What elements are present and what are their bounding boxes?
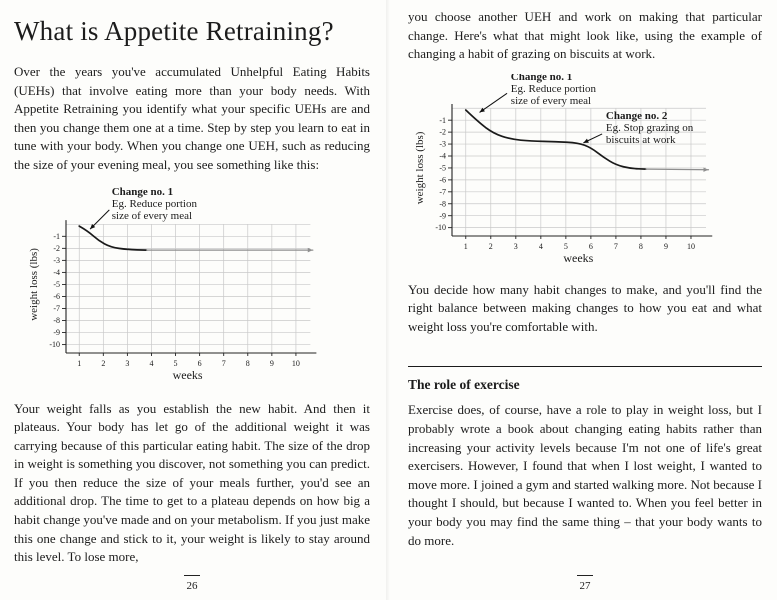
y-axis-label: weight loss (lbs) bbox=[414, 131, 426, 205]
x-tick-label: 6 bbox=[197, 358, 202, 368]
x-tick-label: 7 bbox=[613, 241, 618, 251]
x-tick-label: 3 bbox=[125, 358, 130, 368]
annotation-title: Change no. 2 bbox=[605, 109, 668, 122]
x-tick-label: 9 bbox=[269, 358, 274, 368]
right-after-chart-paragraph: You decide how many habit changes to make, and you'll find the right balance between making changes to how you eat and what weight loss you're comfortable with. bbox=[408, 281, 762, 334]
x-tick-label: 1 bbox=[463, 241, 468, 251]
annotation-text: Eg. Reduce portion bbox=[510, 82, 597, 95]
chart-annotation bbox=[583, 110, 693, 146]
left-body-paragraph: Your weight falls as you establish the new habit. And then it plateaus. Your body has let go of the additional weight it was carrying because of this particular eating habit. The size of the drop in weight is something you discover, not something you can predict. If you then reduce the size of your meals further, you'd see an additional drop. The time to get to a plateau depends on how big a habit change you've made and on your metabolism. If you just make this one change and stick to it, your weight is likely to stay around this level. To lose more, bbox=[14, 400, 370, 565]
section-heading: The role of exercise bbox=[408, 377, 520, 393]
x-tick-label: 4 bbox=[538, 241, 543, 251]
folio-rule bbox=[577, 575, 593, 576]
annotation-text: size of every meal bbox=[510, 94, 592, 107]
annotation-text: Eg. Reduce portion bbox=[111, 197, 197, 210]
y-tick-label: -8 bbox=[53, 315, 60, 325]
page-number: 27 bbox=[579, 580, 591, 592]
weight-loss-chart-2 bbox=[412, 74, 762, 271]
y-tick-label: -10 bbox=[49, 339, 60, 349]
y-tick-label: -6 bbox=[439, 175, 446, 185]
annotation-title: Change no. 1 bbox=[510, 73, 573, 83]
x-tick-label: 7 bbox=[221, 358, 226, 368]
y-tick-label: -2 bbox=[53, 243, 60, 253]
x-tick-label: 1 bbox=[77, 358, 82, 368]
y-tick-label: -5 bbox=[439, 163, 446, 173]
weight-loss-chart-1 bbox=[26, 185, 370, 388]
x-tick-label: 8 bbox=[245, 358, 250, 368]
section-divider bbox=[408, 366, 762, 367]
y-tick-label: -3 bbox=[53, 255, 60, 265]
x-tick-label: 4 bbox=[149, 358, 154, 368]
y-tick-label: -4 bbox=[439, 151, 446, 161]
x-tick-label: 10 bbox=[291, 358, 300, 368]
x-tick-label: 2 bbox=[101, 358, 106, 368]
x-tick-label: 9 bbox=[663, 241, 668, 251]
y-tick-label: -1 bbox=[439, 115, 446, 125]
annotation-text: size of every meal bbox=[111, 209, 193, 222]
x-tick-label: 8 bbox=[638, 241, 643, 251]
y-tick-label: -2 bbox=[439, 127, 446, 137]
x-tick-label: 5 bbox=[173, 358, 178, 368]
folio-rule bbox=[184, 575, 200, 576]
left-intro-paragraph: Over the years you've accumulated Unhelpful Eating Habits (UEHs) that involve eating more than your body needs. With Appetite Retraining you identify what your specific UEHs are and then you change them one at a time. Step by step you learn to eat in tune with your body. When you change one UEH, such as reducing the size of your evening meal, you see something like this: bbox=[14, 64, 370, 172]
right-page-footer bbox=[408, 575, 762, 592]
book-page-right bbox=[408, 0, 762, 600]
book-page-left bbox=[14, 0, 370, 600]
section-body-paragraph: Exercise does, of course, have a role to play in weight loss, but I probably wrote a book about changing eating habits rather than increasing your activity levels because I'm not one of life's great exercisers. However, I found that when I lost weight, I wanted to move more. I joined a gym and started walking more. Not because I thought I should, but because I wanted to. When you feel better in your body you may find the same thing – that your body wants to do more. bbox=[408, 402, 762, 548]
left-page-footer bbox=[14, 575, 370, 592]
series-weight-loss bbox=[79, 226, 146, 250]
x-tick-label: 3 bbox=[513, 241, 518, 251]
x-tick-label: 2 bbox=[488, 241, 493, 251]
y-tick-label: -1 bbox=[53, 231, 60, 241]
annotation-text: Eg. Stop grazing on bbox=[605, 121, 694, 134]
y-tick-label: -9 bbox=[53, 327, 60, 337]
chart-annotation bbox=[480, 74, 597, 112]
page-number: 26 bbox=[186, 580, 198, 592]
chart-annotation bbox=[90, 185, 197, 228]
chapter-title: What is Appetite Retraining? bbox=[14, 16, 334, 46]
y-tick-label: -3 bbox=[439, 139, 446, 149]
weight-loss-chart-1-svg bbox=[26, 185, 326, 383]
y-tick-label: -7 bbox=[439, 187, 446, 197]
x-axis-label: weeks bbox=[172, 367, 203, 382]
y-tick-label: -8 bbox=[439, 199, 446, 209]
y-tick-label: -9 bbox=[439, 211, 446, 221]
x-axis-label: weeks bbox=[563, 250, 594, 265]
y-axis-label: weight loss (lbs) bbox=[28, 247, 40, 321]
page-gutter bbox=[386, 0, 390, 600]
x-tick-label: 10 bbox=[686, 241, 695, 251]
y-tick-label: -5 bbox=[53, 279, 60, 289]
annotation-text: biscuits at work bbox=[605, 133, 676, 146]
y-tick-label: -7 bbox=[53, 303, 60, 313]
series-plateau-projection bbox=[646, 169, 709, 170]
right-intro-paragraph: you choose another UEH and work on making that particular change. Here's what that might look like, using the example of changing a habit of grazing on biscuits at work. bbox=[408, 9, 762, 62]
y-tick-label: -4 bbox=[53, 267, 60, 277]
y-tick-label: -6 bbox=[53, 291, 60, 301]
x-tick-label: 6 bbox=[588, 241, 593, 251]
x-tick-label: 5 bbox=[563, 241, 568, 251]
annotation-title: Change no. 1 bbox=[111, 185, 174, 198]
weight-loss-chart-2-svg bbox=[412, 74, 722, 266]
y-tick-label: -10 bbox=[435, 222, 446, 232]
